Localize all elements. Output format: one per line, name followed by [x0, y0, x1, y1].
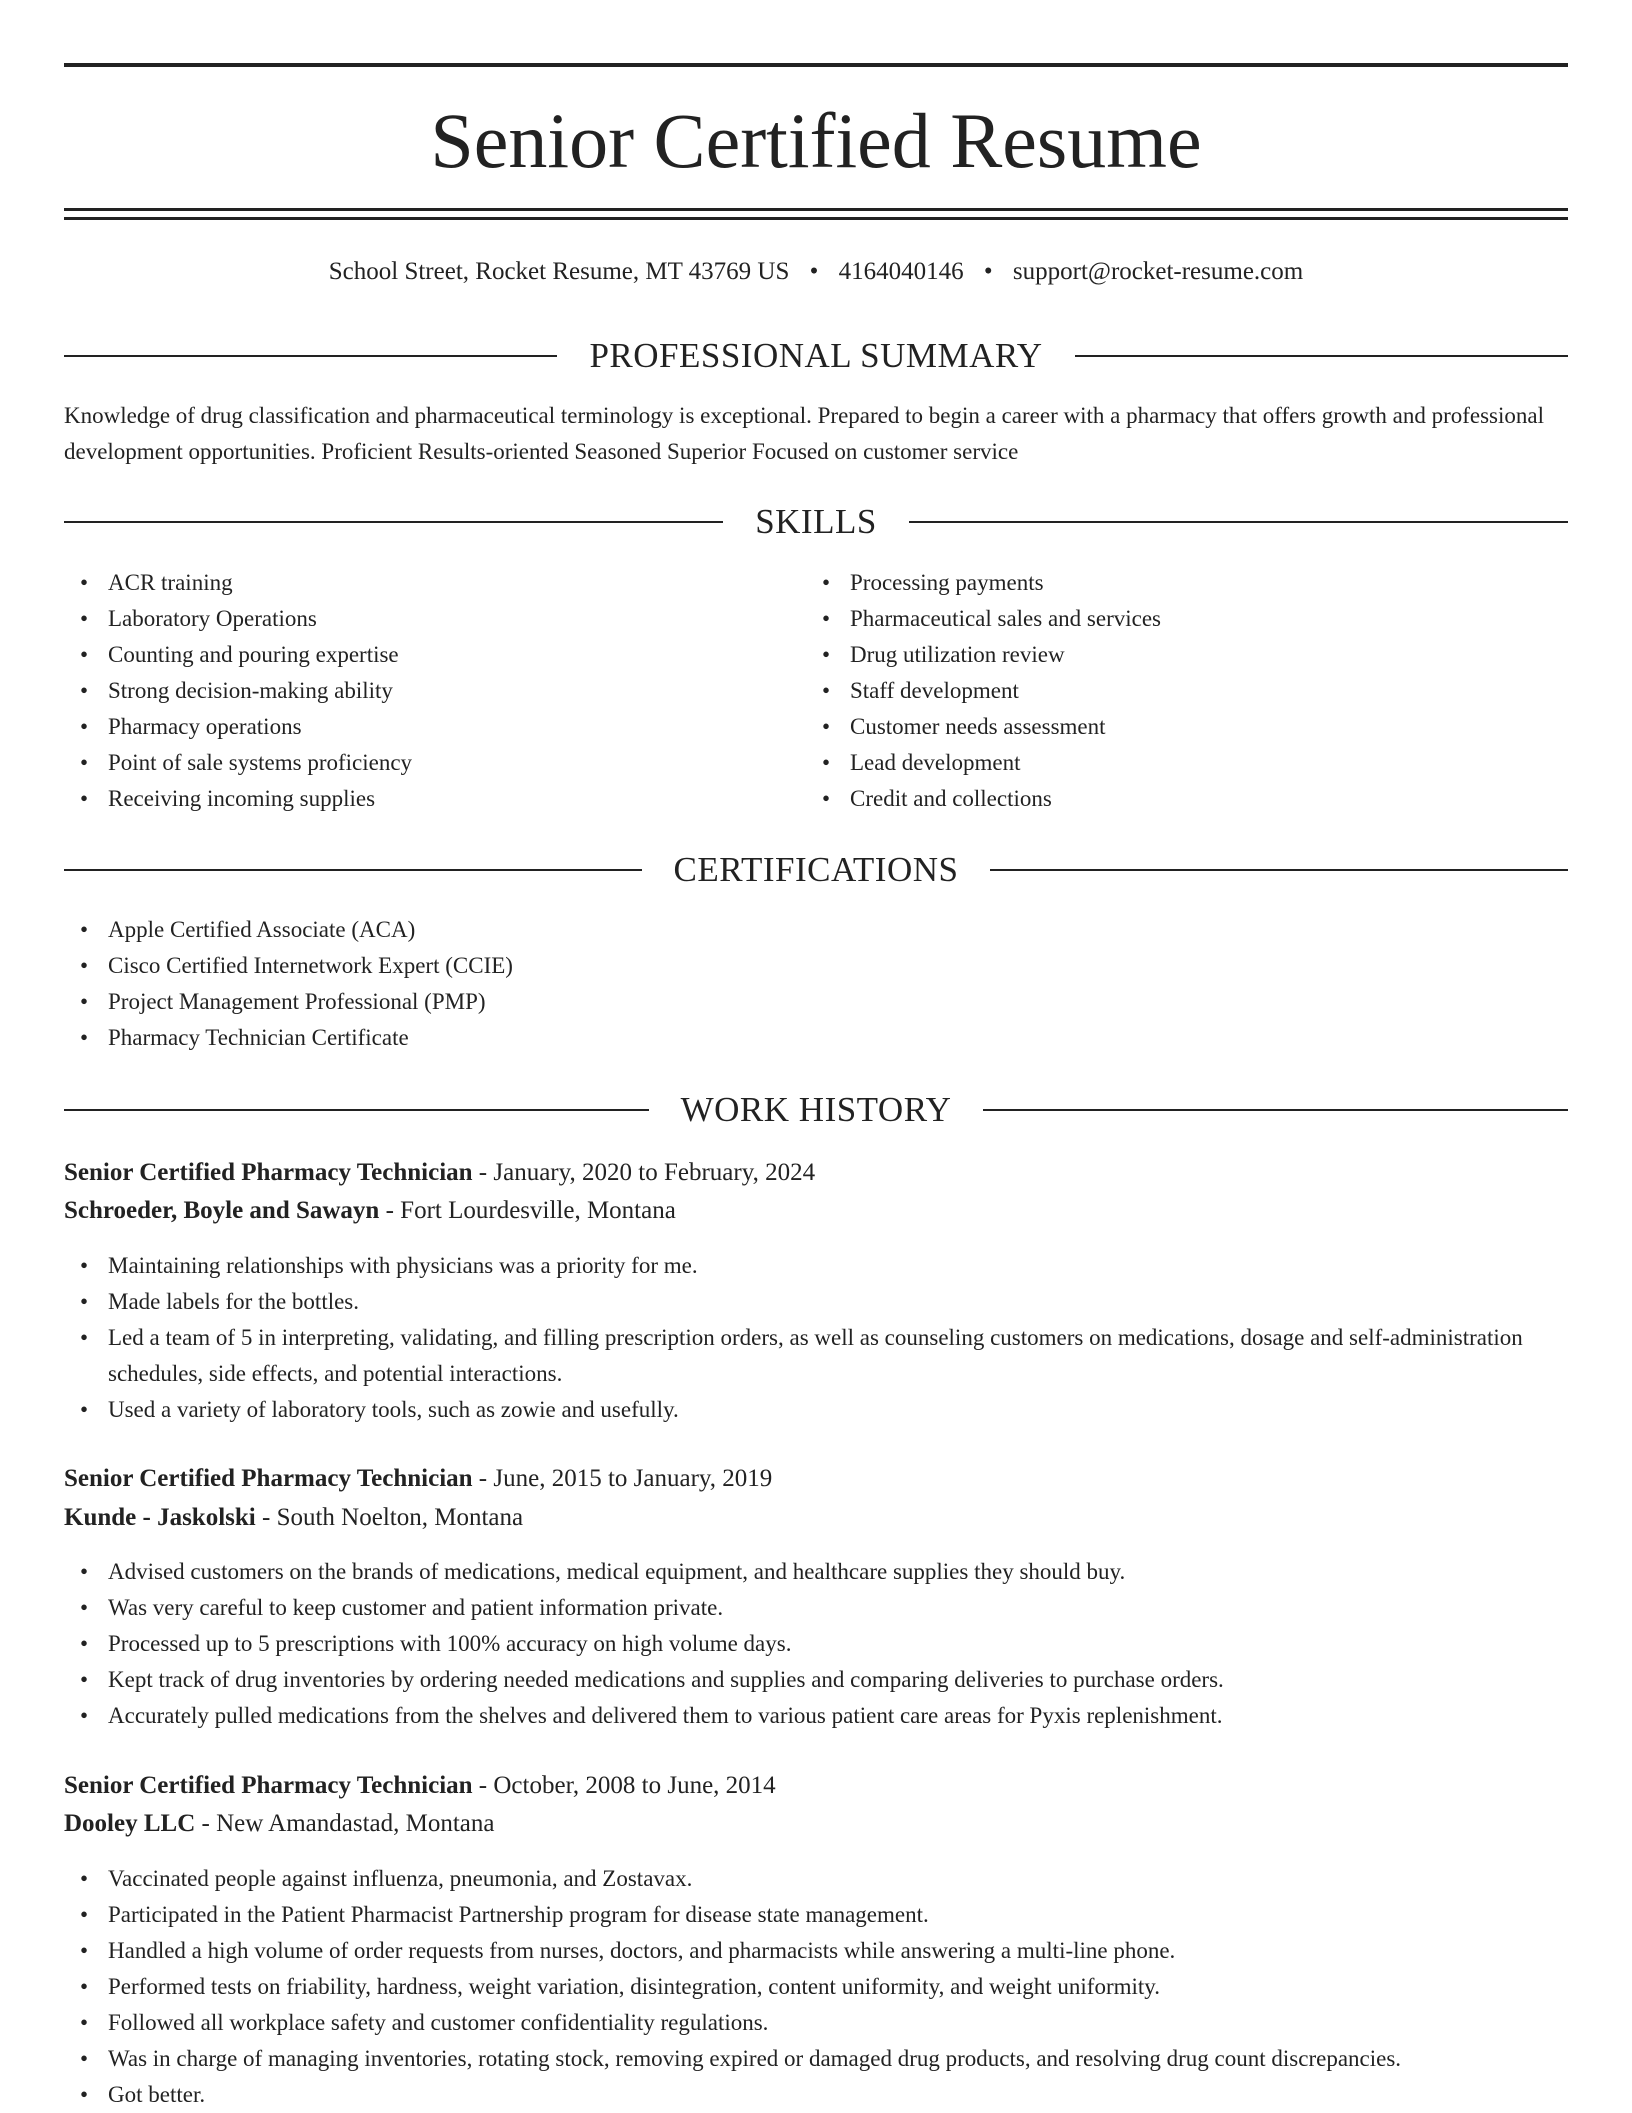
skills-list-left — [64, 565, 806, 817]
heading-rule-right — [909, 521, 1568, 523]
job-company: Schroeder, Boyle and Sawayn — [64, 1197, 380, 1224]
job-bullet: • Handled a high volume of order requests from nurses, doctors, and pharmacists while answering a multi-line phone. — [64, 1933, 1568, 1969]
job-title-line — [64, 1460, 1568, 1498]
job-bullet: • Kept track of drug inventories by ordering needed medications and supplies and comparing deliveries to purchase orders. — [64, 1662, 1568, 1698]
job-title: Senior Certified Pharmacy Technician — [64, 1465, 473, 1492]
job-company-line — [64, 1499, 1568, 1537]
work-history-heading-label: WORK HISTORY — [680, 1090, 952, 1129]
skill-item: • Pharmaceutical sales and services — [806, 601, 1548, 637]
skill-item: • Laboratory Operations — [64, 601, 806, 637]
skill-item: • Staff development — [806, 673, 1548, 709]
heading-rule-left — [64, 521, 723, 523]
job-title: Senior Certified Pharmacy Technician — [64, 1772, 473, 1799]
skills-list-right — [806, 565, 1548, 817]
title-double-rule — [64, 208, 1568, 220]
heading-rule-left — [64, 869, 642, 871]
job-bullet: • Advised customers on the brands of medications, medical equipment, and healthcare supplies they should buy. — [64, 1554, 1568, 1590]
top-rule — [64, 63, 1568, 67]
job-company-line — [64, 1192, 1568, 1230]
job-bullet: • Participated in the Patient Pharmacist Partnership program for disease state management. — [64, 1897, 1568, 1933]
job-location: - South Noelton, Montana — [255, 1504, 524, 1531]
skill-item: • Strong decision-making ability — [64, 673, 806, 709]
contact-email: support@rocket-resume.com — [1012, 258, 1304, 285]
job-title-line — [64, 1154, 1568, 1192]
heading-rule-left — [64, 355, 557, 357]
job-bullet: • Followed all workplace safety and customer confidentiality regulations. — [64, 2005, 1568, 2041]
certification-item: • Project Management Professional (PMP) — [64, 984, 1568, 1020]
job-bullet: • Got better. — [64, 2077, 1568, 2113]
certifications-heading-label: CERTIFICATIONS — [673, 850, 959, 889]
skill-item: • Pharmacy operations — [64, 709, 806, 745]
certification-item: • Apple Certified Associate (ACA) — [64, 912, 1568, 948]
job-bullet: • Was in charge of managing inventories, rotating stock, removing expired or damaged drug products, and resolving drug count discrepancies. — [64, 2041, 1568, 2077]
skill-item: • Lead development — [806, 745, 1548, 781]
heading-rule-left — [64, 1109, 649, 1111]
resume-title: Senior Certified Resume — [430, 97, 1202, 184]
contact-phone: 4164040146 — [838, 258, 964, 285]
job-bullet: • Processed up to 5 prescriptions with 100% accuracy on high volume days. — [64, 1626, 1568, 1662]
summary-text: Knowledge of drug classification and pharmaceutical terminology is exceptional. Prepared to begin a career with a pharmacy that offers growth and professional development opportunities. Proficient Results-oriented Seasoned Superior Focused on customer service — [64, 403, 1544, 464]
summary-heading — [64, 334, 1568, 378]
heading-rule-right — [983, 1109, 1568, 1111]
skill-item: • Counting and pouring expertise — [64, 637, 806, 673]
job-bullet: • Led a team of 5 in interpreting, validating, and filling prescription orders, as well as counseling customers on medications, dosage and self-administration schedules, side effects, and potential interactions. — [64, 1320, 1568, 1392]
skill-item: • Processing payments — [806, 565, 1548, 601]
skill-item: • ACR training — [64, 565, 806, 601]
contact-separator: • — [809, 258, 819, 285]
heading-rule-right — [1075, 355, 1568, 357]
skill-item: • Customer needs assessment — [806, 709, 1548, 745]
job-bullets — [64, 1248, 1568, 1428]
certification-item: • Pharmacy Technician Certificate — [64, 1020, 1568, 1056]
summary-heading-label: PROFESSIONAL SUMMARY — [589, 336, 1043, 375]
skill-item: • Receiving incoming supplies — [64, 781, 806, 817]
skill-item: • Credit and collections — [806, 781, 1548, 817]
job-location: - New Amandastad, Montana — [195, 1810, 495, 1837]
job-dates: - January, 2020 to February, 2024 — [472, 1159, 816, 1186]
contact-address: School Street, Rocket Resume, MT 43769 US — [328, 258, 790, 285]
contact-line — [64, 255, 1568, 289]
skills-columns — [64, 565, 1568, 817]
job-bullet: • Vaccinated people against influenza, pneumonia, and Zostavax. — [64, 1861, 1568, 1897]
job-company: Kunde - Jaskolski — [64, 1504, 256, 1531]
contact-separator: • — [983, 258, 993, 285]
job-bullet: • Used a variety of laboratory tools, such as zowie and usefully. — [64, 1392, 1568, 1428]
job-bullets — [64, 1861, 1568, 2113]
job-dates: - October, 2008 to June, 2014 — [472, 1772, 776, 1799]
job-bullet: • Maintaining relationships with physicians was a priority for me. — [64, 1248, 1568, 1284]
job-company: Dooley LLC — [64, 1810, 196, 1837]
work-history-heading — [64, 1088, 1568, 1132]
skills-heading-label: SKILLS — [755, 502, 877, 541]
job-title-line — [64, 1767, 1568, 1805]
skill-item: • Point of sale systems proficiency — [64, 745, 806, 781]
job-dates: - June, 2015 to January, 2019 — [472, 1465, 773, 1492]
certifications-heading — [64, 848, 1568, 892]
certifications-list — [64, 912, 1568, 1056]
job-title: Senior Certified Pharmacy Technician — [64, 1159, 473, 1186]
job-bullet: • Made labels for the bottles. — [64, 1284, 1568, 1320]
job-bullet: • Was very careful to keep customer and patient information private. — [64, 1590, 1568, 1626]
job-company-line — [64, 1805, 1568, 1843]
job-bullets — [64, 1554, 1568, 1734]
skill-item: • Drug utilization review — [806, 637, 1548, 673]
heading-rule-right — [990, 869, 1568, 871]
job-location: - Fort Lourdesville, Montana — [379, 1197, 676, 1224]
job-bullet: • Performed tests on friability, hardness, weight variation, disintegration, content uniformity, and weight uniformity. — [64, 1969, 1568, 2005]
job-bullet: • Accurately pulled medications from the shelves and delivered them to various patient care areas for Pyxis replenishment. — [64, 1698, 1568, 1734]
certification-item: • Cisco Certified Internetwork Expert (CCIE) — [64, 948, 1568, 984]
skills-heading — [64, 500, 1568, 544]
